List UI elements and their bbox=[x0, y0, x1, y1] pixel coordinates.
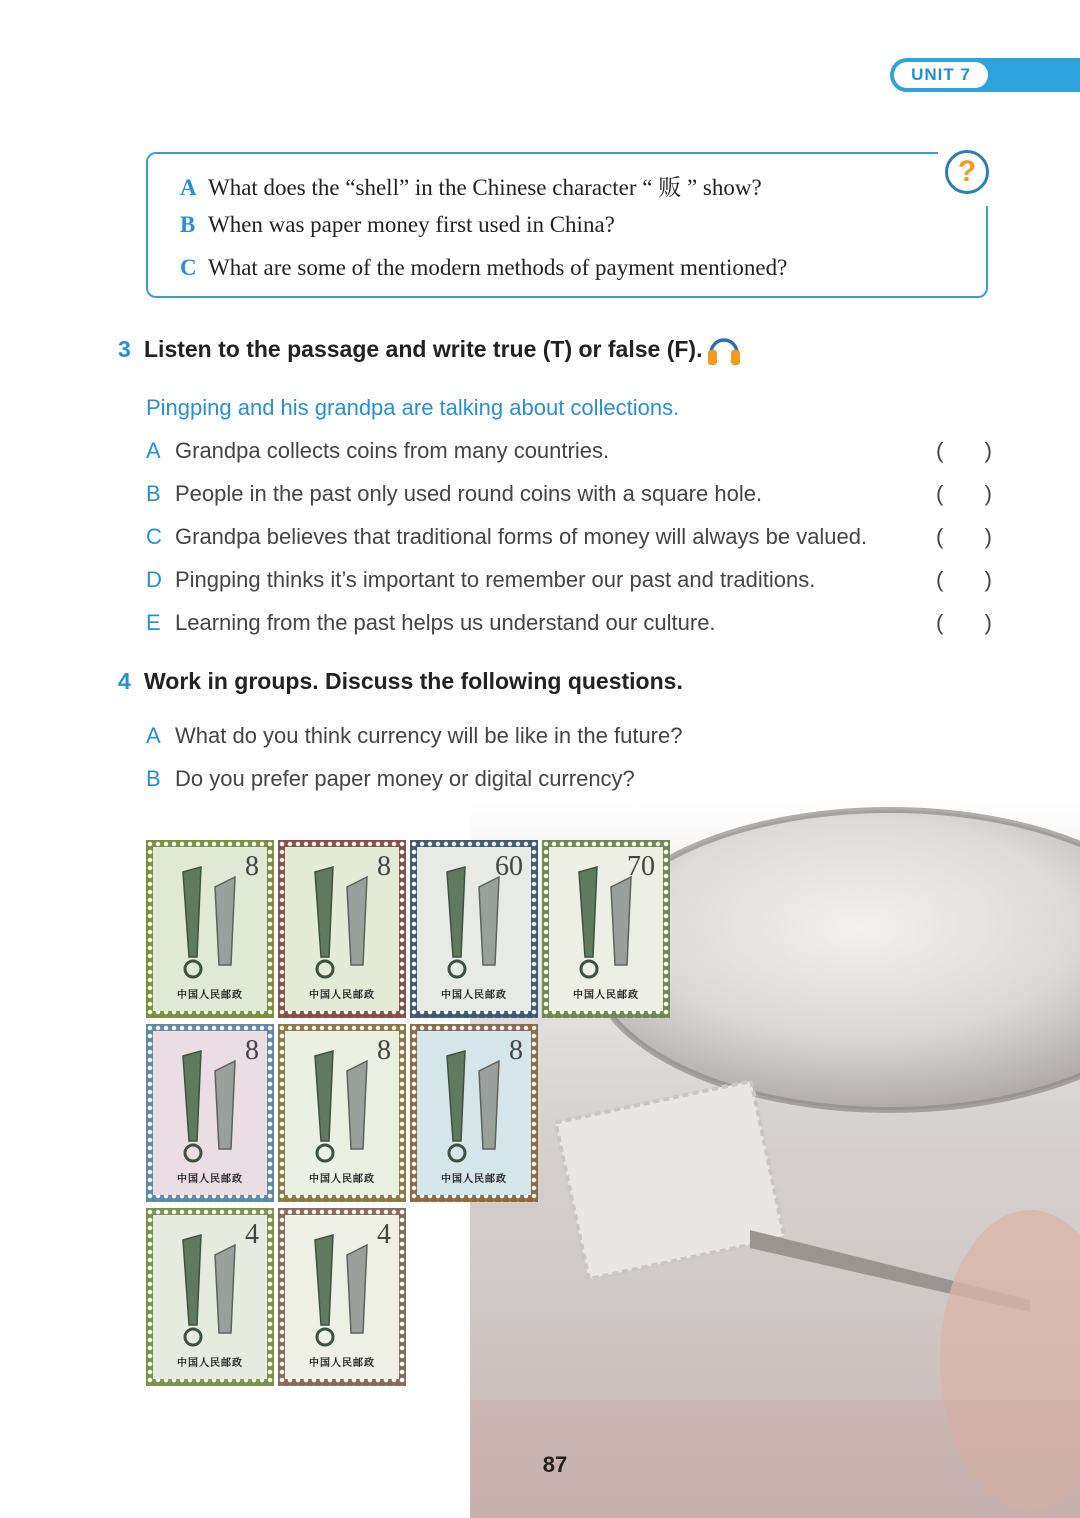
stamp-value: 4 bbox=[245, 1219, 259, 1250]
section-3-intro: Pingping and his grandpa are talking about collections. bbox=[146, 395, 680, 420]
stamp bbox=[410, 1024, 538, 1202]
stamp-value: 70 bbox=[627, 851, 655, 882]
headphones-icon[interactable] bbox=[706, 333, 742, 367]
ancient-currency-stamps bbox=[146, 840, 670, 1388]
section-4-heading: 4 Work in groups. Discuss the following questions. bbox=[118, 668, 683, 694]
stamp-image bbox=[549, 847, 663, 1011]
stamp-value: 8 bbox=[377, 851, 391, 882]
stamp bbox=[146, 1208, 274, 1386]
unit-tab bbox=[890, 58, 1080, 92]
stamp-value: 60 bbox=[495, 851, 523, 882]
tf-item-e: E Learning from the past helps us understand our culture. bbox=[146, 610, 716, 635]
question-a: A What does the “shell” in the Chinese character “ 贩 ” show? bbox=[180, 175, 762, 200]
stamp-image bbox=[285, 1215, 399, 1379]
answer-blank-d[interactable]: ( ) bbox=[936, 567, 992, 592]
stamp-image bbox=[285, 847, 399, 1011]
stamp-footer: 中国人民邮政 bbox=[177, 990, 243, 1001]
stamp bbox=[410, 840, 538, 1018]
tf-item-d: D Pingping thinks it’s important to remember our past and traditions. bbox=[146, 567, 816, 592]
stamp-value: 8 bbox=[245, 851, 259, 882]
question-mark-icon: ? bbox=[945, 150, 989, 194]
answer-blank-b[interactable]: ( ) bbox=[936, 481, 992, 506]
tf-item-a: A Grandpa collects coins from many countries. bbox=[146, 438, 610, 463]
tf-item-b: B People in the past only used round coins with a square hole. bbox=[146, 481, 763, 506]
answer-blank-e[interactable]: ( ) bbox=[936, 610, 992, 635]
stamp bbox=[146, 1024, 274, 1202]
unit-label: UNIT 7 bbox=[894, 62, 988, 88]
stamp-footer: 中国人民邮政 bbox=[309, 1358, 375, 1369]
stamp bbox=[542, 840, 670, 1018]
stamp-value: 8 bbox=[245, 1035, 259, 1066]
stamp-image bbox=[417, 847, 531, 1011]
stamp-footer: 中国人民邮政 bbox=[177, 1358, 243, 1369]
answer-blank-a[interactable]: ( ) bbox=[936, 438, 992, 463]
stamp bbox=[278, 840, 406, 1018]
page-number: 87 bbox=[542, 1452, 568, 1477]
stamp-footer: 中国人民邮政 bbox=[441, 1174, 507, 1185]
stamp bbox=[146, 840, 274, 1018]
stamp-footer: 中国人民邮政 bbox=[441, 990, 507, 1001]
stamp-footer: 中国人民邮政 bbox=[309, 990, 375, 1001]
stamp-image bbox=[153, 1215, 267, 1379]
stamp-footer: 中国人民邮政 bbox=[573, 990, 639, 1001]
discussion-item-b: B Do you prefer paper money or digital currency? bbox=[146, 766, 635, 791]
stamp-image bbox=[153, 1031, 267, 1195]
stamp-value: 8 bbox=[377, 1035, 391, 1066]
question-b: B When was paper money first used in China? bbox=[180, 212, 615, 237]
reading-questions-box bbox=[146, 152, 988, 298]
stamp-image bbox=[285, 1031, 399, 1195]
stamp-image bbox=[417, 1031, 531, 1195]
tf-item-c: C Grandpa believes that traditional forms of money will always be valued. bbox=[146, 524, 868, 549]
stamp bbox=[278, 1024, 406, 1202]
stamp-image bbox=[153, 847, 267, 1011]
discussion-item-a: A What do you think currency will be like in the future? bbox=[146, 723, 683, 748]
stamp-value: 4 bbox=[377, 1219, 391, 1250]
answer-blank-c[interactable]: ( ) bbox=[936, 524, 992, 549]
stamp-value: 8 bbox=[509, 1035, 523, 1066]
stamp bbox=[278, 1208, 406, 1386]
question-c: C What are some of the modern methods of payment mentioned? bbox=[180, 255, 788, 280]
stamp-footer: 中国人民邮政 bbox=[177, 1174, 243, 1185]
stamp-footer: 中国人民邮政 bbox=[309, 1174, 375, 1185]
section-3-heading: 3 Listen to the passage and write true (T) or false (F). bbox=[118, 336, 703, 362]
